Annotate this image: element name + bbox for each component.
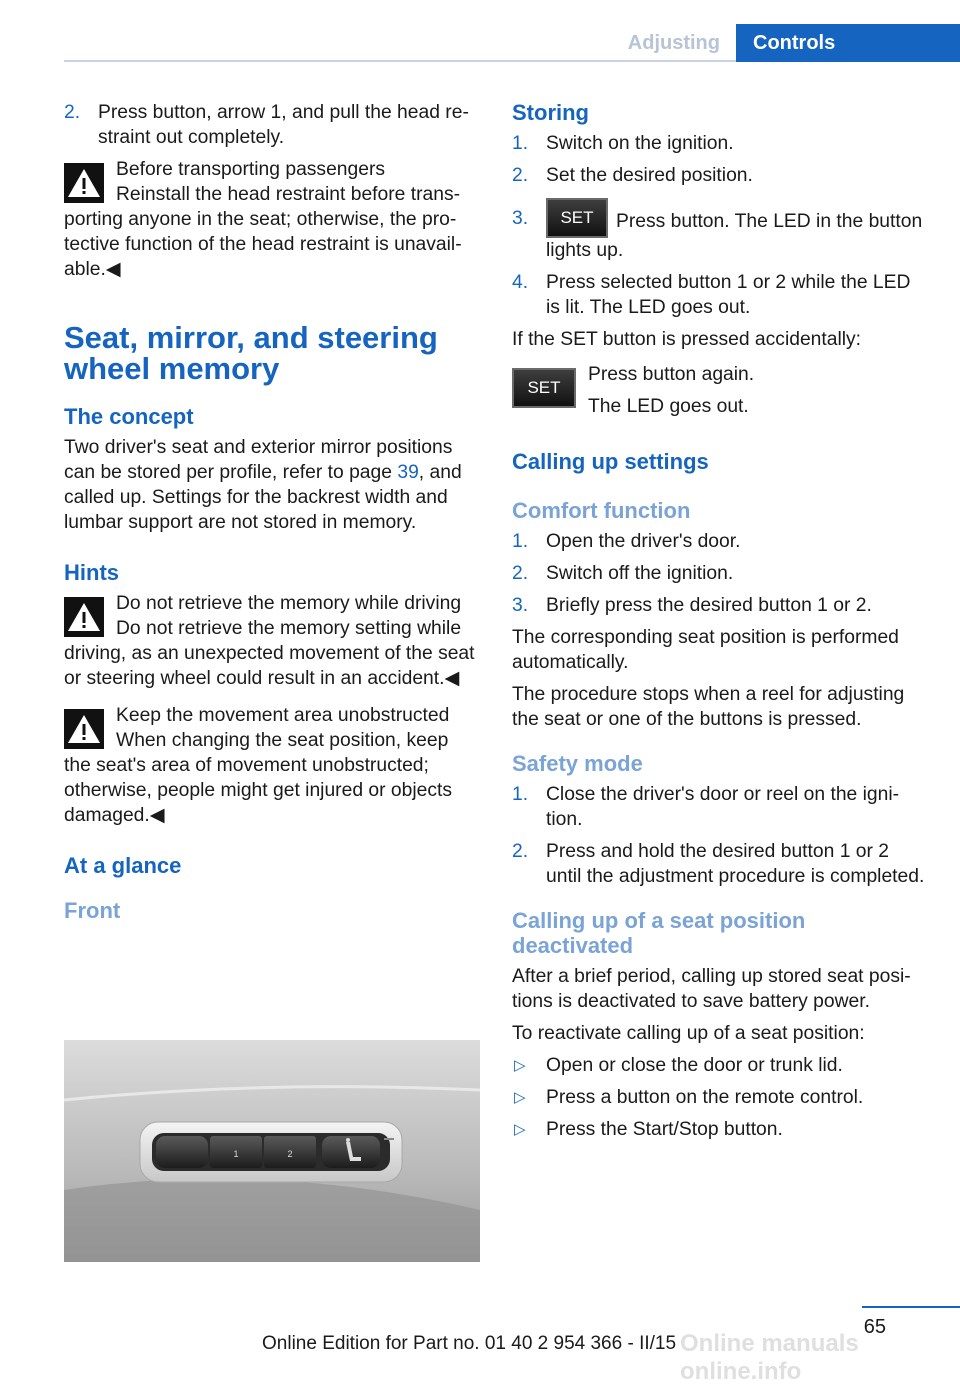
triangle-bullet-icon: ▷ (514, 1057, 526, 1074)
warning-body: Reinstall the head restraint before transporting anyone in the seat; otherwise, the protective function of the head restraint is unavailable.◀ (64, 184, 462, 280)
warning-title: Do not retrieve the memory while driving (116, 593, 462, 614)
warning-body: Do not retrieve the memory setting while driving, as an unexpected movement of the seat or steering wheel could result in an accident.◀ (64, 618, 475, 689)
step-text: Press button, arrow 1, and pull the head restraint out completely. (98, 102, 469, 148)
step-text: Switch off the ignition. (546, 563, 734, 584)
step-text: Close the driver's door or reel on the ignition. (546, 784, 900, 830)
list-item (512, 206, 928, 263)
set-button-icon: SET (546, 198, 608, 238)
step-number: 1. (512, 784, 529, 805)
warning-body: When changing the seat position, keep the seat's area of movement unobstructed; otherwise, people might get injured or objects damaged.◀ (64, 730, 452, 826)
set-button-icon: SET (512, 368, 576, 408)
list-item (512, 782, 928, 832)
bullet-text: Open or close the door or trunk lid. (546, 1055, 843, 1076)
step-text: Open the driver's door. (546, 531, 741, 552)
step-number: 2. (512, 165, 529, 186)
subheading-safety-mode: Safety mode (512, 751, 643, 776)
step-text: Press selected button 1 or 2 while the LED is lit. The LED goes out. (546, 272, 911, 318)
triangle-bullet-icon: ▷ (514, 1089, 526, 1106)
list-item (512, 593, 928, 618)
section-heading: Seat, mirror, and steering wheel memory (64, 320, 438, 386)
right-column (512, 100, 928, 1149)
step-number: 2. (512, 841, 529, 862)
set-again-block (512, 362, 928, 422)
triangle-bullet-icon: ▷ (514, 1121, 526, 1138)
step-text: Press and hold the desired button 1 or 2 until the adjustment procedure is completed. (546, 841, 925, 887)
subheading-storing: Storing (512, 100, 589, 125)
warning-block (64, 157, 480, 282)
step-number: 3. (512, 208, 529, 229)
deactivated-paragraph: To reactivate calling up of a seat position: (512, 1023, 865, 1044)
left-column (64, 100, 480, 929)
warning-title: Before transporting passengers (116, 159, 386, 180)
deactivated-paragraph: After a brief period, calling up stored seat positions is deactivated to save battery power. (512, 966, 911, 1012)
subheading-comfort: Comfort function (512, 498, 691, 523)
accidental-note: If the SET button is pressed accidentally: (512, 329, 862, 350)
bullet-text: Press the Start/Stop button. (546, 1119, 783, 1140)
warning-triangle-icon (64, 163, 104, 203)
header-section-label: Adjusting (627, 32, 720, 54)
list-item (512, 163, 928, 188)
subheading-hints: Hints (64, 560, 119, 585)
page-number: 65 (863, 1316, 886, 1338)
set-again-text: The LED goes out. (588, 396, 749, 417)
page-link[interactable]: 39 (397, 462, 419, 483)
step-number: 4. (512, 272, 529, 293)
set-again-text: Press button again. (588, 364, 755, 385)
step-text: Switch on the ignition. (546, 133, 734, 154)
list-item (512, 561, 928, 586)
header-chapter-tab: Controls (736, 24, 960, 62)
warning-triangle-icon (64, 709, 104, 749)
step-text: Set the desired position. (546, 165, 753, 186)
warning-block (64, 703, 480, 828)
comfort-paragraph: The procedure stops when a reel for adjusting the seat or one of the buttons is pressed. (512, 684, 905, 730)
subheading-front: Front (64, 898, 121, 923)
list-item (64, 100, 480, 150)
subheading-calling-up: Calling up settings (512, 449, 709, 474)
warning-triangle-icon (64, 597, 104, 637)
bullet-item (512, 1117, 928, 1142)
warning-title: Keep the movement area unobstructed (116, 705, 450, 726)
warning-block (64, 591, 480, 691)
step-number: 1. (512, 531, 529, 552)
list-item (512, 131, 928, 156)
bullet-text: Press a button on the remote control. (546, 1087, 864, 1108)
step-number: 2. (512, 563, 529, 584)
step-text: Press button. The LED in the button lights up. (546, 211, 923, 261)
concept-paragraph (64, 435, 480, 535)
list-item (512, 529, 928, 554)
step-number: 2. (64, 102, 81, 123)
subheading-deactivated: Calling up of a seat position deactivated (512, 908, 806, 958)
step-number: 1. (512, 133, 529, 154)
bullet-item (512, 1085, 928, 1110)
edition-footer: Online Edition for Part no. 01 40 2 954 366 - II/15 (262, 1333, 677, 1354)
footer-rule (862, 1306, 960, 1308)
memory-button-1-label: 1 (233, 1149, 239, 1159)
watermark: Online manuals online.info (680, 1330, 859, 1385)
set-button-photo (156, 1136, 208, 1168)
concept-text: Two driver's seat and exterior mirror positions can be stored per profile, refer to page (64, 437, 453, 483)
subheading-concept: The concept (64, 404, 194, 429)
memory-button-2-label: 2 (287, 1149, 293, 1159)
list-item (512, 270, 928, 320)
step-number: 3. (512, 595, 529, 616)
subheading-at-a-glance: At a glance (64, 853, 182, 878)
concept-text-tail: , and called up. Settings for the backrest width and lumbar support are not stored in memory. (64, 462, 462, 533)
step-text: Briefly press the desired button 1 or 2. (546, 595, 872, 616)
bullet-item (512, 1053, 928, 1078)
comfort-paragraph: The corresponding seat position is performed automatically. (512, 627, 899, 673)
memory-buttons-photo (64, 1040, 480, 1262)
list-item (512, 839, 928, 889)
